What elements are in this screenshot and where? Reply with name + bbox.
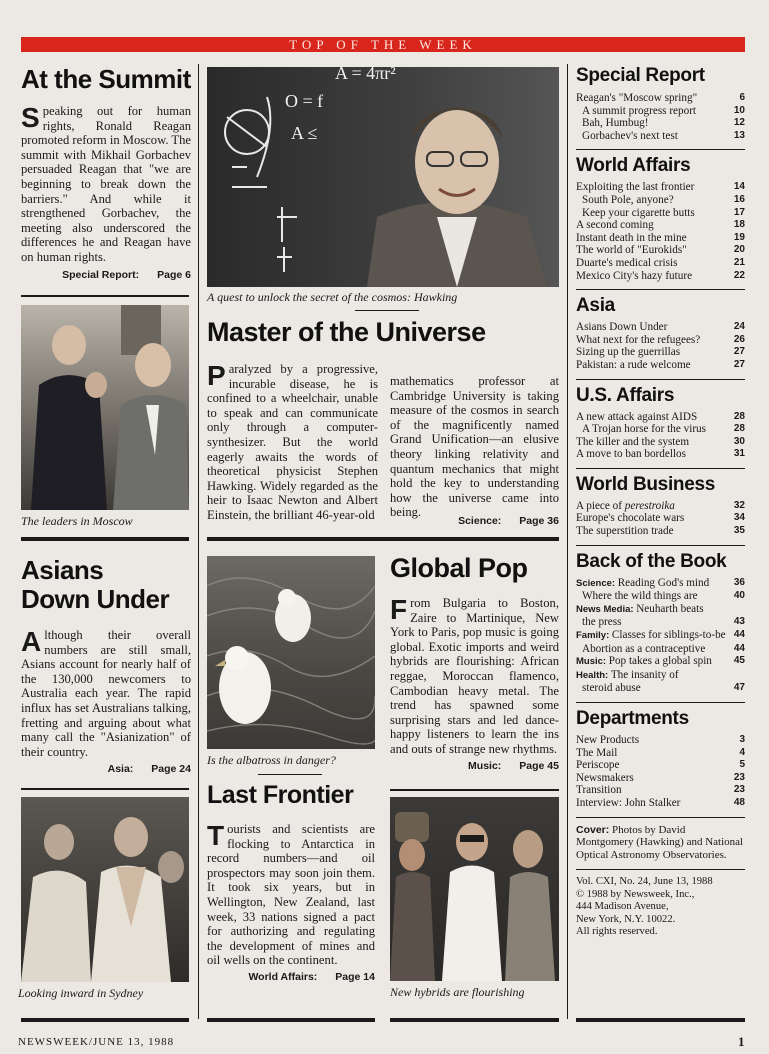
asians-drop-cap: A: [21, 626, 42, 657]
toc-departments-list: [576, 734, 745, 810]
toc-item-title: [576, 105, 696, 118]
toc-item-title: [576, 359, 691, 372]
summit-body: [21, 104, 191, 265]
toc-item-text: Europe's chocolate wars: [576, 512, 685, 525]
master-col2: [390, 374, 559, 520]
imprint-line: All rights reserved.: [576, 925, 658, 937]
toc-item-text: Interview: John Stalker: [576, 796, 681, 809]
col-divider-right: [567, 64, 568, 1019]
toc-item: [576, 105, 745, 118]
leaders-caption: The leaders in Moscow: [21, 514, 133, 528]
toc-item: [576, 500, 745, 513]
toc-item-text: the press: [582, 616, 622, 629]
hawking-photo: [207, 67, 559, 287]
albatross-caption: Is the albatross in danger?: [207, 753, 336, 767]
toc-us-title: U.S. Affairs: [576, 384, 675, 406]
toc-item-text: A piece of perestroika: [576, 499, 675, 512]
toc-item: [576, 682, 745, 695]
master-ref-page: Page 36: [519, 515, 559, 527]
toc-item: [576, 436, 745, 449]
toc-rule: [576, 817, 745, 818]
toc-item: [576, 270, 745, 283]
toc-special-title: Special Report: [576, 65, 705, 86]
toc-item-title: [576, 117, 649, 130]
pop-ref-page: Page 45: [519, 759, 559, 772]
center-rule-3: [390, 1018, 559, 1022]
cover-credit: [576, 824, 745, 862]
toc-item-text: Exploiting the last frontier: [576, 181, 695, 194]
toc-item-text: Where the wild things are: [582, 590, 698, 603]
svg-text:A ≤: A ≤: [291, 123, 318, 143]
toc-item-page: 5: [739, 759, 745, 771]
albatross-photo-art: [207, 556, 375, 749]
col-divider-left: [198, 64, 199, 1019]
toc-item-text: Pakistan: a rude welcome: [576, 358, 691, 371]
master-ref-section: Science:: [458, 515, 502, 527]
toc-rule: [576, 702, 745, 703]
toc-item-text: A summit progress report: [582, 104, 697, 117]
toc-item: [576, 747, 745, 760]
contents-sidebar: [576, 65, 745, 938]
toc-item-page: 48: [733, 796, 745, 808]
toc-item: [576, 359, 745, 372]
imprint-line: New York, N.Y. 10022.: [576, 913, 676, 925]
toc-world-list: [576, 181, 745, 282]
toc-item: [576, 616, 745, 629]
toc-item-page: 43: [733, 616, 745, 628]
toc-item-text: Duarte's medical crisis: [576, 256, 678, 269]
toc-item: [576, 411, 745, 424]
toc-item-text: Newsmakers: [576, 771, 634, 784]
left-rule-1: [21, 295, 189, 297]
toc-item-page: 28: [733, 410, 745, 422]
toc-item-page: 30: [733, 435, 745, 447]
toc-item-page: 40: [733, 590, 745, 602]
top-of-week-banner: TOP OF THE WEEK: [21, 37, 745, 52]
toc-item-title: [576, 759, 620, 772]
svg-text:O = f: O = f: [285, 91, 324, 111]
toc-item-text: Reading God's mind: [617, 576, 710, 589]
center-rule-2: [207, 1018, 375, 1022]
toc-item-text: Mexico City's hazy future: [576, 269, 693, 282]
toc-item-text: Instant death in the mine: [576, 231, 687, 244]
toc-item-title: [576, 257, 677, 270]
left-rule-3: [21, 788, 189, 790]
toc-item-page: 31: [733, 448, 745, 460]
center-rule-1: [207, 537, 559, 541]
toc-item: [576, 577, 745, 591]
toc-rule: [576, 289, 745, 290]
toc-item-page: 45: [733, 655, 745, 667]
toc-item: [576, 334, 745, 347]
toc-item-page: 10: [733, 104, 745, 116]
master-drop-cap: P: [207, 360, 226, 391]
toc-item-page: 16: [733, 193, 745, 205]
toc-departments-title: Departments: [576, 708, 689, 729]
toc-item: [576, 512, 745, 525]
toc-item-page: 35: [733, 525, 745, 537]
toc-item-text: New Products: [576, 734, 640, 746]
toc-item: [576, 130, 745, 143]
toc-item-title: [576, 346, 680, 359]
toc-special-list: [576, 92, 745, 142]
toc-item-page: 20: [733, 244, 745, 256]
toc-back-list: [576, 577, 745, 695]
toc-item: [576, 423, 745, 436]
svg-text:A = 4πr²: A = 4πr²: [335, 67, 396, 83]
toc-item-text: The killer and the system: [576, 435, 690, 448]
pop-headline: Global Pop: [390, 553, 528, 583]
toc-rule: [576, 379, 745, 380]
cover-label: Cover:: [576, 823, 610, 836]
toc-item-page: 17: [733, 206, 745, 218]
toc-item-page: 36: [733, 576, 745, 588]
frontier-story: [207, 780, 375, 983]
summit-page-ref: [21, 269, 191, 281]
asians-page-ref: [21, 763, 191, 775]
toc-item-title: [576, 747, 617, 760]
asians-headline-line2: Down Under: [21, 584, 170, 614]
toc-item: [576, 117, 745, 130]
right-rule: [576, 1018, 745, 1022]
toc-item: [576, 643, 745, 656]
asians-text: lthough their overall numbers are still small, Asians account for nearly half of the 130,000 newcomers to Australia each year. The rapid influx has set Australians talking, fretting and arguing about what many call the "Asianization" of their country.: [21, 628, 191, 759]
toc-item-title: [576, 92, 697, 105]
toc-item-text: South Pole, anyone?: [582, 193, 674, 206]
toc-item-title: [576, 655, 712, 669]
sydney-photo-art: [21, 797, 189, 982]
toc-item-title: [576, 512, 684, 525]
pop-page-ref: [390, 760, 559, 772]
toc-business-title: World Business: [576, 473, 716, 495]
toc-item-text: Abortion as a contraceptive: [582, 642, 706, 655]
summit-story: [21, 64, 191, 281]
toc-item-title: [576, 797, 680, 810]
toc-item-page: 3: [739, 734, 745, 745]
asians-headline: [21, 556, 191, 614]
toc-item: [576, 772, 745, 785]
summit-ref-section: Special Report:: [62, 268, 140, 281]
toc-item-text: Classes for siblings-to-be: [611, 629, 726, 642]
imprint-line: Vol. CXI, No. 24, June 13, 1988: [576, 876, 713, 888]
toc-item: [576, 590, 745, 603]
toc-item-text: steroid abuse: [582, 682, 641, 695]
toc-item-text: The Mail: [576, 746, 618, 759]
toc-item-title: [576, 500, 675, 513]
master-col1: [207, 362, 378, 523]
toc-item-page: 28: [733, 423, 745, 435]
summit-text: peaking out for human rights, Ronald Reagan promoted reform in Moscow. The summit with Mikhail Gorbachev persuaded Reagan that "we are beginning to break down the barriers." And while it strengthened Gorbachev, the meeting also underscored the differences he and Reagan have on human rights.: [21, 104, 191, 264]
frontier-drop-cap: T: [207, 820, 225, 851]
pop-ref-section: Music:: [468, 759, 502, 772]
pop-story: [390, 552, 559, 772]
toc-item: [576, 232, 745, 245]
toc-item-title: [576, 629, 726, 643]
toc-item-title: [576, 130, 678, 143]
toc-item-page: 21: [733, 256, 745, 268]
toc-item-page: 19: [733, 231, 745, 243]
toc-item-text: Sizing up the guerrillas: [576, 346, 681, 359]
toc-item-text: Neuharth beats: [636, 602, 704, 615]
toc-item-section: Family:: [576, 630, 612, 642]
sydney-photo: [21, 797, 189, 982]
toc-item: [576, 257, 745, 270]
frontier-ref-section: World Affairs:: [248, 970, 318, 983]
toc-item-title: [576, 590, 698, 603]
left-rule-4: [21, 1018, 189, 1022]
toc-item-title: [576, 411, 697, 424]
hawking-photo-art: [207, 67, 559, 287]
toc-asia-list: [576, 321, 745, 371]
toc-item: [576, 629, 745, 643]
toc-item-title: [576, 207, 695, 220]
toc-rule: [576, 545, 745, 546]
toc-us-list: [576, 411, 745, 461]
pop-text: rom Bulgaria to Boston, Zaire to Martinique, New York to Paris, pop music is going global. Exotic imports and weird hybrids are flourishing: African reggae, Moroccan flamenco, Cambodian heavy metal. The trend has spawned some surprising stars and led dance-happy listeners to learn the ins and outs of strange new rhythms.: [390, 596, 559, 756]
toc-back-title: Back of the Book: [576, 550, 727, 572]
toc-item-text: Reagan's "Moscow spring": [576, 92, 698, 104]
toc-item-text: A Trojan horse for the virus: [582, 423, 706, 436]
toc-item-page: 13: [733, 129, 745, 141]
hybrids-photo-art: [390, 797, 559, 981]
toc-item-section: Science:: [576, 577, 618, 589]
toc-asia-title: Asia: [576, 295, 615, 317]
toc-item: [576, 244, 745, 257]
master-headline: Master of the Universe: [207, 317, 486, 347]
toc-item: [576, 346, 745, 359]
toc-item-title: [576, 270, 692, 283]
toc-world-title: World Affairs: [576, 155, 691, 177]
pop-rule: [390, 789, 559, 791]
toc-item-text: What next for the refugees?: [576, 333, 701, 346]
asians-ref-page: Page 24: [151, 763, 191, 776]
toc-item-title: [576, 436, 689, 449]
hybrids-photo: [390, 797, 559, 981]
asians-headline-line1: Asians: [21, 555, 104, 585]
toc-item-text: Pop takes a global spin: [608, 655, 712, 668]
asians-body: [21, 628, 191, 759]
toc-item-title: [576, 577, 709, 591]
toc-item-title: [576, 321, 667, 334]
cover-text: Photos by David Montgomery (Hawking) and National Optical Astronomy Observatories.: [576, 823, 744, 861]
toc-item-title: [576, 616, 621, 629]
toc-item: [576, 759, 745, 772]
summit-drop-cap: S: [21, 102, 40, 133]
toc-item-page: 23: [733, 771, 745, 783]
albatross-photo: [207, 556, 375, 749]
master-col1-text: aralyzed by a progressive, incurable disease, he is confined to a wheelchair, unable to speak and can communicate only through a computer-synthesizer. But the world eagerly awaits the words of theoretical physicist Stephen Hawking. Widely regarded as the heir to Isaac Newton and Albert Einstein, the brilliant 46-year-old: [207, 362, 378, 522]
frontier-headline: Last Frontier: [207, 781, 354, 809]
toc-item-title: [576, 194, 674, 207]
toc-item-section: Health:: [576, 669, 611, 681]
toc-item-text: A new attack against AIDS: [576, 410, 698, 423]
toc-item-text: Gorbachev's next test: [582, 129, 678, 142]
toc-item-page: 24: [733, 321, 745, 333]
hawking-caption: A quest to unlock the secret of the cosmos: Hawking: [207, 290, 458, 304]
toc-item: [576, 194, 745, 207]
leaders-photo: [21, 305, 189, 510]
toc-item-text: Periscope: [576, 759, 620, 772]
toc-item-page: 22: [733, 269, 745, 281]
sydney-caption: Looking inward in Sydney: [18, 986, 144, 1000]
frontier-ref-page: Page 14: [335, 970, 375, 983]
summit-headline: At the Summit: [21, 64, 191, 94]
frontier-short-rule: [258, 774, 322, 775]
toc-item: [576, 207, 745, 220]
toc-item-title: [576, 525, 674, 538]
toc-item-page: 44: [733, 629, 745, 641]
left-rule-2: [21, 537, 189, 541]
toc-item-text: Transition: [576, 784, 622, 797]
toc-item-title: [576, 423, 706, 436]
toc-item: [576, 219, 745, 232]
toc-item-text: The superstition trade: [576, 525, 674, 538]
toc-rule: [576, 869, 745, 870]
toc-item: [576, 734, 745, 747]
pop-body: [390, 596, 559, 757]
toc-item-page: 47: [733, 682, 745, 694]
footer-folio: NEWSWEEK/JUNE 13, 1988: [18, 1036, 175, 1048]
toc-item-text: Bah, Humbug!: [582, 117, 649, 130]
toc-item-title: [576, 232, 687, 245]
toc-item-title: [576, 334, 700, 347]
pop-drop-cap: F: [390, 594, 408, 625]
toc-item-title: [576, 643, 705, 656]
leaders-photo-art: [21, 305, 189, 510]
toc-item-title: [576, 448, 686, 461]
toc-item-section: Music:: [576, 656, 609, 668]
toc-item-text: Asians Down Under: [576, 321, 668, 334]
toc-item-text: The insanity of: [610, 668, 679, 681]
toc-item: [576, 669, 745, 683]
toc-item-page: 12: [733, 117, 745, 129]
toc-item-page: 26: [733, 333, 745, 345]
frontier-body: [207, 822, 375, 968]
toc-item-title: [576, 181, 694, 194]
toc-item-title: [576, 219, 654, 232]
toc-item-page: 27: [733, 346, 745, 358]
hybrids-caption: New hybrids are flourishing: [390, 985, 525, 999]
toc-item: [576, 181, 745, 194]
summit-ref-page: Page 6: [157, 268, 191, 281]
toc-item-title: [576, 734, 639, 747]
toc-item-text: Keep your cigarette butts: [582, 206, 695, 219]
toc-item-title: [576, 784, 622, 797]
toc-item-page: 32: [733, 499, 745, 511]
toc-item-text: A second coming: [576, 219, 654, 232]
toc-item-text: A move to ban bordellos: [576, 448, 686, 461]
toc-item: [576, 92, 745, 105]
imprint: [576, 876, 745, 938]
toc-item: [576, 525, 745, 538]
toc-item: [576, 784, 745, 797]
toc-item-page: 27: [733, 358, 745, 370]
asians-ref-section: Asia:: [107, 763, 134, 776]
master-col2-text: mathematics professor at Cambridge University is taking measure of the cosmos in search of the magnificently named Grand Unification—an elusive theory linking relativity and quantum mechanics that might hold the key to understanding how the universe came into being.: [390, 374, 559, 520]
toc-rule: [576, 149, 745, 150]
asians-story: [21, 556, 191, 775]
imprint-line: © 1988 by Newsweek, Inc.,: [576, 888, 695, 900]
toc-item-page: 6: [739, 92, 745, 103]
toc-item-text: The world of "Eurokids": [576, 244, 687, 257]
toc-rule: [576, 468, 745, 469]
toc-item-page: 23: [733, 784, 745, 796]
toc-business-list: [576, 500, 745, 538]
toc-item-title: [576, 682, 641, 695]
toc-item-page: 18: [733, 219, 745, 231]
toc-item: [576, 797, 745, 810]
toc-item-page: 14: [733, 181, 745, 193]
toc-item-title: [576, 669, 679, 683]
toc-item-title: [576, 772, 634, 785]
master-short-rule: [355, 310, 419, 311]
imprint-line: 444 Madison Avenue,: [576, 901, 669, 913]
master-page-ref: [390, 515, 559, 527]
page-number: 1: [738, 1034, 745, 1049]
toc-item: [576, 321, 745, 334]
toc-item-section: News Media:: [576, 603, 637, 615]
toc-item: [576, 448, 745, 461]
toc-item-page: 44: [733, 642, 745, 654]
toc-item-page: 4: [739, 746, 745, 758]
toc-item: [576, 603, 745, 617]
toc-item-title: [576, 603, 704, 617]
toc-item: [576, 655, 745, 669]
toc-item-title: [576, 244, 687, 257]
frontier-page-ref: [207, 971, 375, 983]
toc-item-page: 34: [733, 512, 745, 524]
frontier-text: ourists and scientists are flocking to Antarctica in record numbers—and oil prospectors may soon join them. It took six years, but in Wellington, New Zealand, last week, 33 nations signed a pact for authorizing and regulating the development of mines and oil wells on the continent.: [207, 822, 375, 968]
